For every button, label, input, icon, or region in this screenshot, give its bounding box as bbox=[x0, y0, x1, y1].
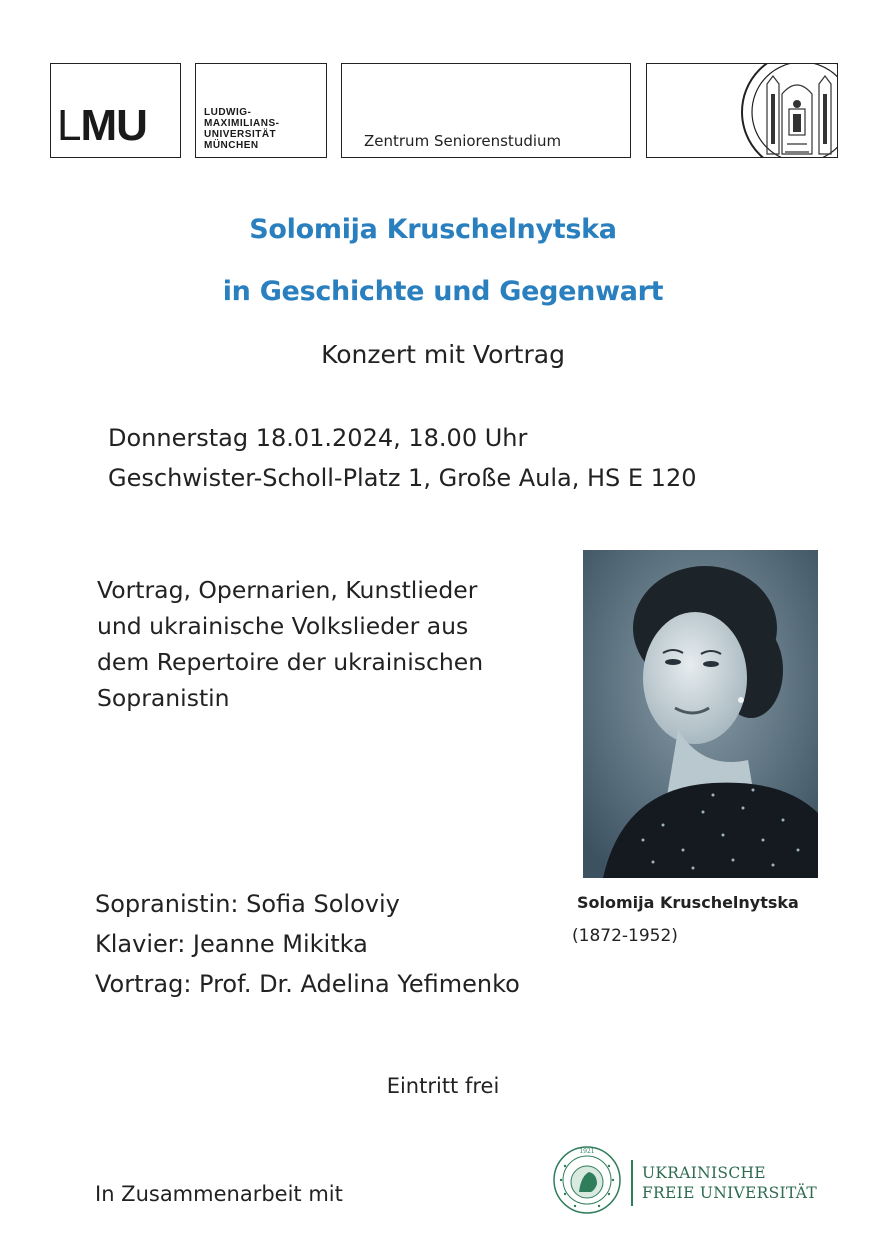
ufu-seal-icon bbox=[551, 1144, 623, 1216]
event-title-line-1: Solomija Kruschelnytska bbox=[249, 214, 617, 245]
event-date-time: Donnerstag 18.01.2024, 18.00 Uhr bbox=[108, 424, 528, 452]
university-seal-icon bbox=[727, 64, 837, 158]
lmu-logo-box bbox=[50, 63, 181, 158]
cooperation-label: In Zusammenarbeit mit bbox=[95, 1182, 343, 1206]
ufu-divider bbox=[631, 1160, 633, 1206]
center-name-box bbox=[341, 63, 631, 158]
university-name: LUDWIG- MAXIMILIANS- UNIVERSITÄT MÜNCHEN bbox=[204, 107, 280, 151]
center-name: Zentrum Seniorenstudium bbox=[364, 132, 562, 150]
event-subtitle: Konzert mit Vortrag bbox=[321, 340, 565, 369]
portrait-caption-name: Solomija Kruschelnytska bbox=[577, 893, 799, 912]
program-line: dem Repertoire der ukrainischen bbox=[97, 648, 484, 676]
program-line: und ukrainische Volkslieder aus bbox=[97, 612, 469, 640]
seal-box bbox=[646, 63, 838, 158]
performer-line: Vortrag: Prof. Dr. Adelina Yefimenko bbox=[95, 970, 520, 998]
performers-list bbox=[95, 884, 520, 1004]
event-location: Geschwister-Scholl-Platz 1, Große Aula, HS E 120 bbox=[108, 464, 697, 492]
program-line: Sopranistin bbox=[97, 684, 230, 712]
portrait-caption-years: (1872-1952) bbox=[572, 926, 678, 946]
program-description bbox=[97, 572, 567, 716]
performer-line: Klavier: Jeanne Mikitka bbox=[95, 930, 368, 958]
performer-line: Sopranistin: Sofia Soloviy bbox=[95, 890, 400, 918]
portrait-photo bbox=[583, 550, 818, 878]
ufu-seal-year: 1921 bbox=[579, 1148, 595, 1155]
portrait-illustration bbox=[583, 550, 818, 878]
event-title-line-2: in Geschichte und Gegenwart bbox=[222, 276, 664, 307]
entry-note: Eintritt frei bbox=[386, 1074, 500, 1098]
ufu-name: UKRAINISCHE FREIE UNIVERSITÄT bbox=[642, 1164, 818, 1202]
university-name-box bbox=[195, 63, 327, 158]
lmu-logo: LMU bbox=[57, 101, 147, 150]
program-line: Vortrag, Opernarien, Kunstlieder bbox=[97, 576, 478, 604]
